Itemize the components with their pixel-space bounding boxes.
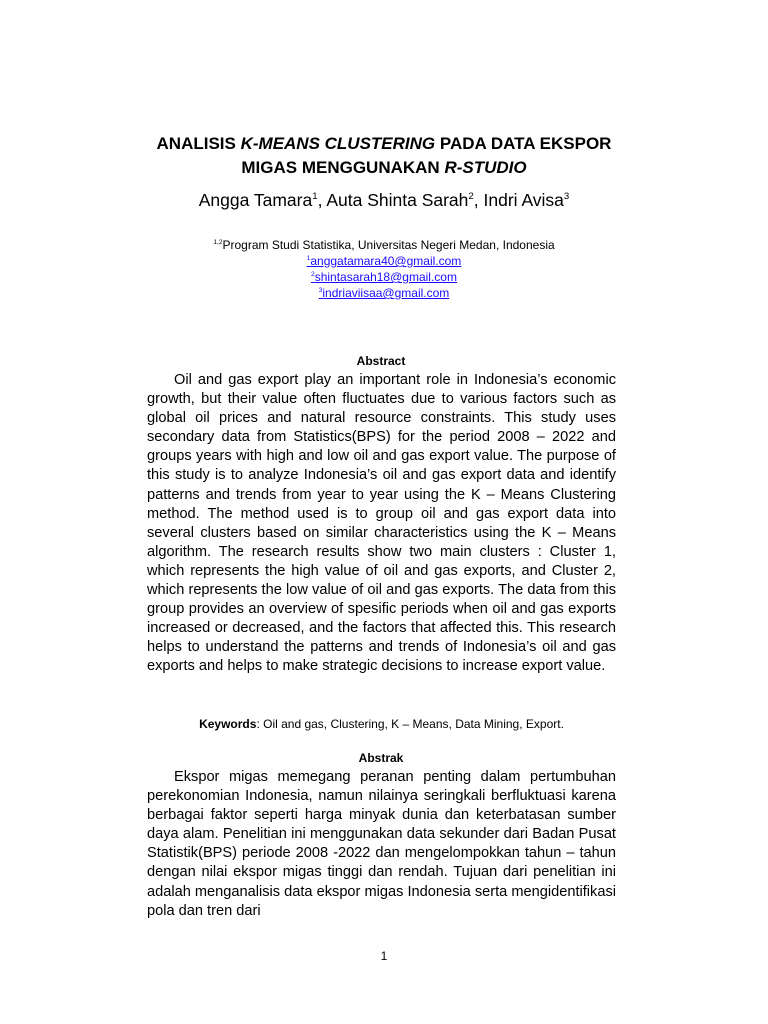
email-link[interactable]: $^1$anggatamara40@gmail.com (306, 254, 462, 268)
email-link[interactable]: $^2$shintasarah18@gmail.com (311, 270, 457, 284)
author-name: Auta Shinta Sarah (326, 190, 469, 210)
author-name: Angga Tamara (198, 190, 313, 210)
abstrak-heading: Abstrak (358, 751, 404, 765)
page-number: 1 (380, 949, 388, 963)
email-list (100, 253, 668, 301)
abstract-body: Oil and gas export play an important role in Indonesia’s economic growth, but their value often fluctuates due to various factors such as global oil prices and natural resource constraints. This study uses secondary data from Statistics(BPS) for the period 2008 – 2022 and groups years with high and low oil and gas export value. The purpose of this study is to analyze Indonesia’s oil and gas export data and identify patterns and trends from year to year using the K – Means Clustering method. The method used is to group oil and gas export data into several clusters based on similar characteristics using the K – Means algorithm. The research results show two main clusters : Cluster 1, which represents the high value of oil and gas exports, and Cluster 2, which represents the low value of oil and gas exports. The data from this group provides an overview of spesific periods when oil and gas exports increased or decreased, and the factors that affected this. This research helps to understand the patterns and trends of Indonesia’s oil and gas exports and helps to make strategic decisions to increase export value. (147, 372, 616, 675)
abstract-heading: Abstract (356, 354, 406, 368)
abstrak-body: Ekspor migas memegang peranan penting dalam pertumbuhan perekonomian Indonesia, namun nilainya seringkali berfluktuasi karena berbagai faktor seperti harga minyak dunia dan keterbatasan sumber daya alam. Penelitian ini menggunakan data sekunder dari Badan Pusat Statistik(BPS) periode 2008 -2022 dan mengelompokkan tahun – tahun dengan nilai ekspor migas tinggi dan rendah. Tujuan dari penelitian ini adalah menganalisis data ekspor migas Indonesia serta mengidentifikasi pola dan tren dari (147, 769, 616, 919)
email-link[interactable]: $^3$indriaviisaa@gmail.com (318, 286, 450, 300)
author-name: Indri Avisa (483, 190, 564, 210)
affiliation: $^{1,2}$Program Studi Statistika, Universitas Negeri Medan, Indonesia (213, 238, 555, 252)
keywords-line: Keywords: Oil and gas, Clustering, K – Means, Data Mining, Export. (199, 717, 564, 731)
paper-title: ANALISIS K-MEANS CLUSTERING PADA DATA EKSPOR MIGAS MENGGUNAKAN R-STUDIO (156, 134, 612, 177)
author-list: Angga Tamara$^1$, Auta Shinta Sarah$^2$, Indri Avisa$^3$ (198, 190, 570, 210)
